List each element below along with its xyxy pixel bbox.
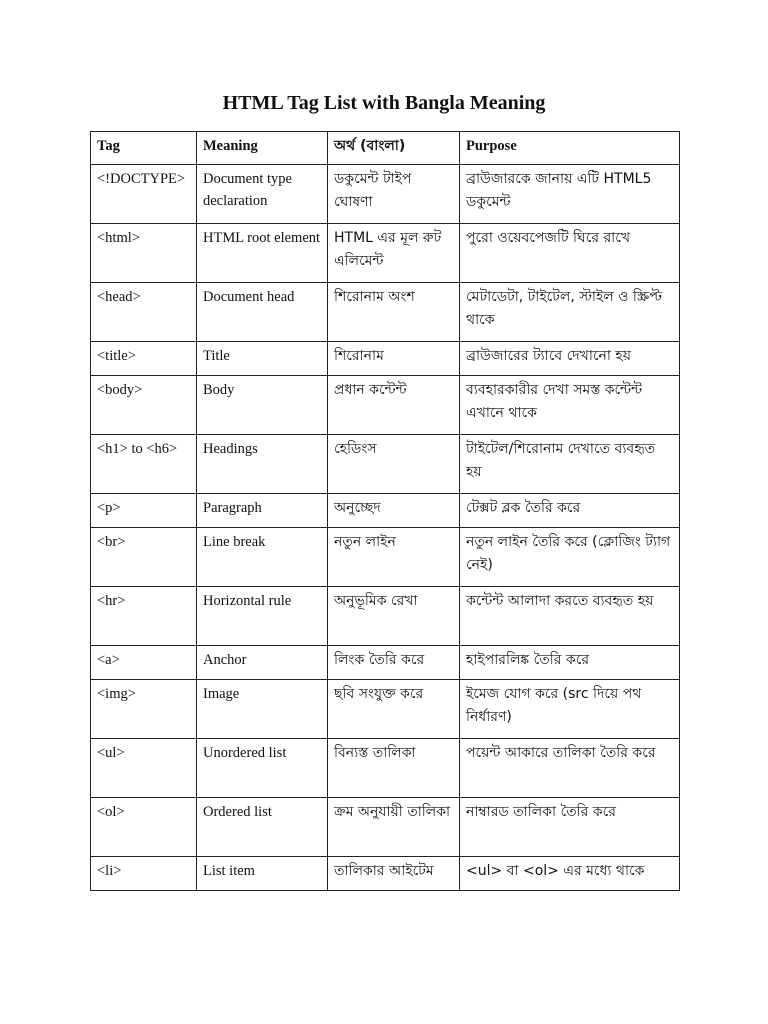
tag-cell: <body>: [91, 376, 197, 435]
tag-cell: <ul>: [91, 739, 197, 798]
page-title: HTML Tag List with Bangla Meaning: [222, 92, 546, 114]
meaning-cell: List item: [197, 857, 328, 891]
tag-cell: <head>: [91, 283, 197, 342]
meaning-cell: Headings: [197, 435, 328, 494]
table-row: [91, 494, 680, 528]
bangla-cell: অনুচ্ছেদ: [328, 494, 460, 528]
table-row: [91, 435, 680, 494]
tag-cell: <h1> to <h6>: [91, 435, 197, 494]
purpose-cell: <ul> বা <ol> এর মধ্যে থাকে: [460, 857, 680, 891]
table-row: [91, 165, 680, 224]
table-row: [91, 224, 680, 283]
table-row: [91, 646, 680, 680]
table-row: [91, 587, 680, 646]
bangla-cell: অনুভূমিক রেখা: [328, 587, 460, 646]
tag-cell: <img>: [91, 680, 197, 739]
purpose-cell: হাইপারলিঙ্ক তৈরি করে: [460, 646, 680, 680]
purpose-cell: ব্রাউজারকে জানায় এটি HTML5 ডকুমেন্ট: [460, 165, 680, 224]
html-tag-table: [90, 131, 680, 891]
meaning-cell: Paragraph: [197, 494, 328, 528]
header-meaning: Meaning: [197, 132, 328, 165]
purpose-cell: টাইটেল/শিরোনাম দেখাতে ব্যবহৃত হয়: [460, 435, 680, 494]
purpose-cell: ব্যবহারকারীর দেখা সমস্ত কন্টেন্ট এখানে থাকে: [460, 376, 680, 435]
bangla-cell: ছবি সংযুক্ত করে: [328, 680, 460, 739]
meaning-cell: HTML root element: [197, 224, 328, 283]
header-bangla: অর্থ (বাংলা): [328, 132, 460, 165]
table-row: [91, 283, 680, 342]
purpose-cell: নাম্বারড তালিকা তৈরি করে: [460, 798, 680, 857]
table-row: [91, 739, 680, 798]
tag-cell: <p>: [91, 494, 197, 528]
table-row: [91, 528, 680, 587]
purpose-cell: নতুন লাইন তৈরি করে (ক্লোজিং ট্যাগ নেই): [460, 528, 680, 587]
tag-cell: <br>: [91, 528, 197, 587]
bangla-cell: হেডিংস: [328, 435, 460, 494]
header-purpose: Purpose: [460, 132, 680, 165]
tag-cell: <ol>: [91, 798, 197, 857]
tag-cell: <html>: [91, 224, 197, 283]
meaning-cell: Title: [197, 342, 328, 376]
bangla-cell: ক্রম অনুযায়ী তালিকা: [328, 798, 460, 857]
meaning-cell: Ordered list: [197, 798, 328, 857]
tag-cell: <li>: [91, 857, 197, 891]
bangla-cell: HTML এর মূল রুট এলিমেন্ট: [328, 224, 460, 283]
meaning-cell: Line break: [197, 528, 328, 587]
header-tag: Tag: [91, 132, 197, 165]
meaning-cell: Body: [197, 376, 328, 435]
purpose-cell: ইমেজ যোগ করে (src দিয়ে পথ নির্ধারণ): [460, 680, 680, 739]
purpose-cell: মেটাডেটা, টাইটেল, স্টাইল ও স্ক্রিপ্ট থাকে: [460, 283, 680, 342]
bangla-cell: শিরোনাম: [328, 342, 460, 376]
purpose-cell: কন্টেন্ট আলাদা করতে ব্যবহৃত হয়: [460, 587, 680, 646]
meaning-cell: Document type declaration: [197, 165, 328, 224]
bangla-cell: শিরোনাম অংশ: [328, 283, 460, 342]
table-row: [91, 798, 680, 857]
bangla-cell: প্রধান কন্টেন্ট: [328, 376, 460, 435]
tag-cell: <title>: [91, 342, 197, 376]
bangla-cell: লিংক তৈরি করে: [328, 646, 460, 680]
bangla-cell: তালিকার আইটেম: [328, 857, 460, 891]
purpose-cell: পয়েন্ট আকারে তালিকা তৈরি করে: [460, 739, 680, 798]
bangla-cell: বিন্যস্ত তালিকা: [328, 739, 460, 798]
meaning-cell: Document head: [197, 283, 328, 342]
table-row: [91, 376, 680, 435]
table-row: [91, 857, 680, 891]
meaning-cell: Horizontal rule: [197, 587, 328, 646]
tag-cell: <!DOCTYPE>: [91, 165, 197, 224]
tag-cell: <hr>: [91, 587, 197, 646]
purpose-cell: টেক্সট ব্লক তৈরি করে: [460, 494, 680, 528]
meaning-cell: Image: [197, 680, 328, 739]
purpose-cell: ব্রাউজারের ট্যাবে দেখানো হয়: [460, 342, 680, 376]
meaning-cell: Unordered list: [197, 739, 328, 798]
bangla-cell: ডকুমেন্ট টাইপ ঘোষণা: [328, 165, 460, 224]
meaning-cell: Anchor: [197, 646, 328, 680]
bangla-cell: নতুন লাইন: [328, 528, 460, 587]
table-header-row: [91, 132, 680, 165]
tag-cell: <a>: [91, 646, 197, 680]
table-row: [91, 342, 680, 376]
table-row: [91, 680, 680, 739]
purpose-cell: পুরো ওয়েবপেজটি ঘিরে রাখে: [460, 224, 680, 283]
